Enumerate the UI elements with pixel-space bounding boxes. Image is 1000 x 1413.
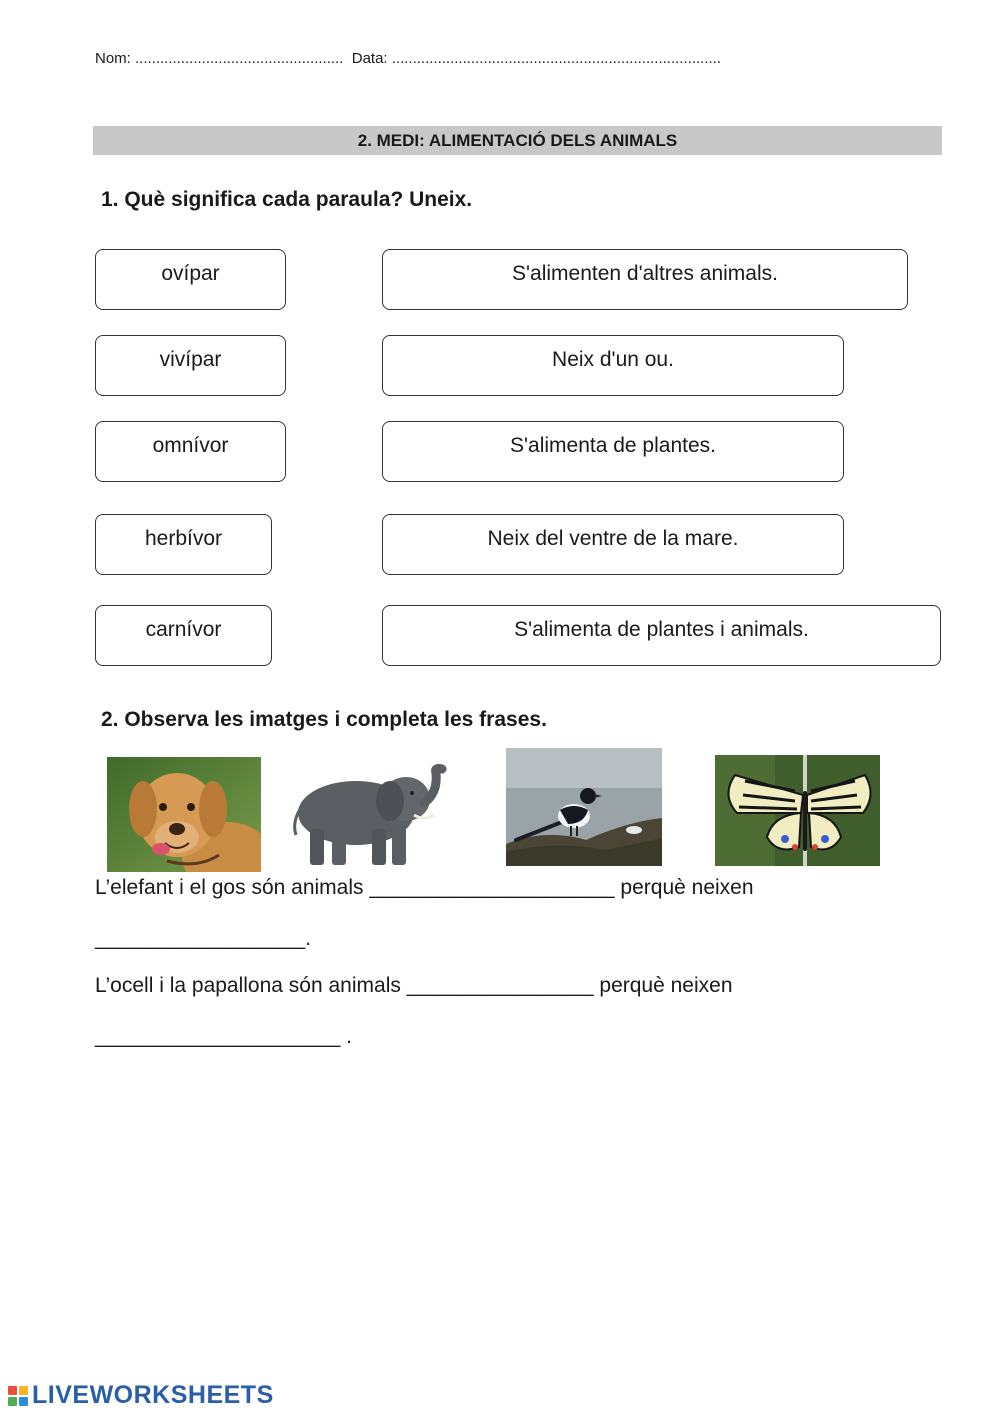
word-box-carnivor[interactable]: carnívor bbox=[95, 605, 272, 666]
definition-box-4[interactable]: Neix del ventre de la mare. bbox=[382, 514, 844, 575]
sentence-1-line-2: __________________. bbox=[95, 927, 312, 950]
sentence-2-line-2: _____________________ . bbox=[95, 1025, 352, 1048]
word-box-ovipar[interactable]: ovípar bbox=[95, 249, 286, 310]
liveworksheets-logo bbox=[8, 1381, 274, 1410]
brand-text: LIVEWORKSHEETS bbox=[32, 1381, 274, 1409]
date-field-label: Data: ............................................................................... bbox=[351, 50, 721, 67]
word-box-vivipar[interactable]: vivípar bbox=[95, 335, 286, 396]
sentence-1-line-1: L’elefant i el gos són animals _____________________ perquè neixen bbox=[95, 876, 754, 899]
dog-photo bbox=[107, 757, 261, 872]
definition-box-3[interactable]: S'alimenta de plantes. bbox=[382, 421, 844, 482]
word-box-herbivor[interactable]: herbívor bbox=[95, 514, 272, 575]
sentence-2-line-1: L’ocell i la papallona són animals ________________ perquè neixen bbox=[95, 974, 733, 997]
definition-box-1[interactable]: S'alimenten d'altres animals. bbox=[382, 249, 908, 310]
name-field-label: Nom: .................................................. bbox=[95, 50, 344, 67]
definition-box-2[interactable]: Neix d'un ou. bbox=[382, 335, 844, 396]
question-1-title: 1. Què significa cada paraula? Uneix. bbox=[101, 188, 473, 211]
header-name-date bbox=[95, 50, 721, 67]
butterfly-photo bbox=[715, 755, 880, 866]
elephant-photo bbox=[286, 763, 448, 870]
logo-grid-icon bbox=[8, 1386, 28, 1406]
word-box-omnivor[interactable]: omnívor bbox=[95, 421, 286, 482]
question-2-title: 2. Observa les imatges i completa les frases. bbox=[101, 708, 547, 731]
worksheet-title: 2. MEDI: ALIMENTACIÓ DELS ANIMALS bbox=[93, 126, 942, 155]
definition-box-5[interactable]: S'alimenta de plantes i animals. bbox=[382, 605, 941, 666]
magpie-photo bbox=[506, 748, 662, 866]
